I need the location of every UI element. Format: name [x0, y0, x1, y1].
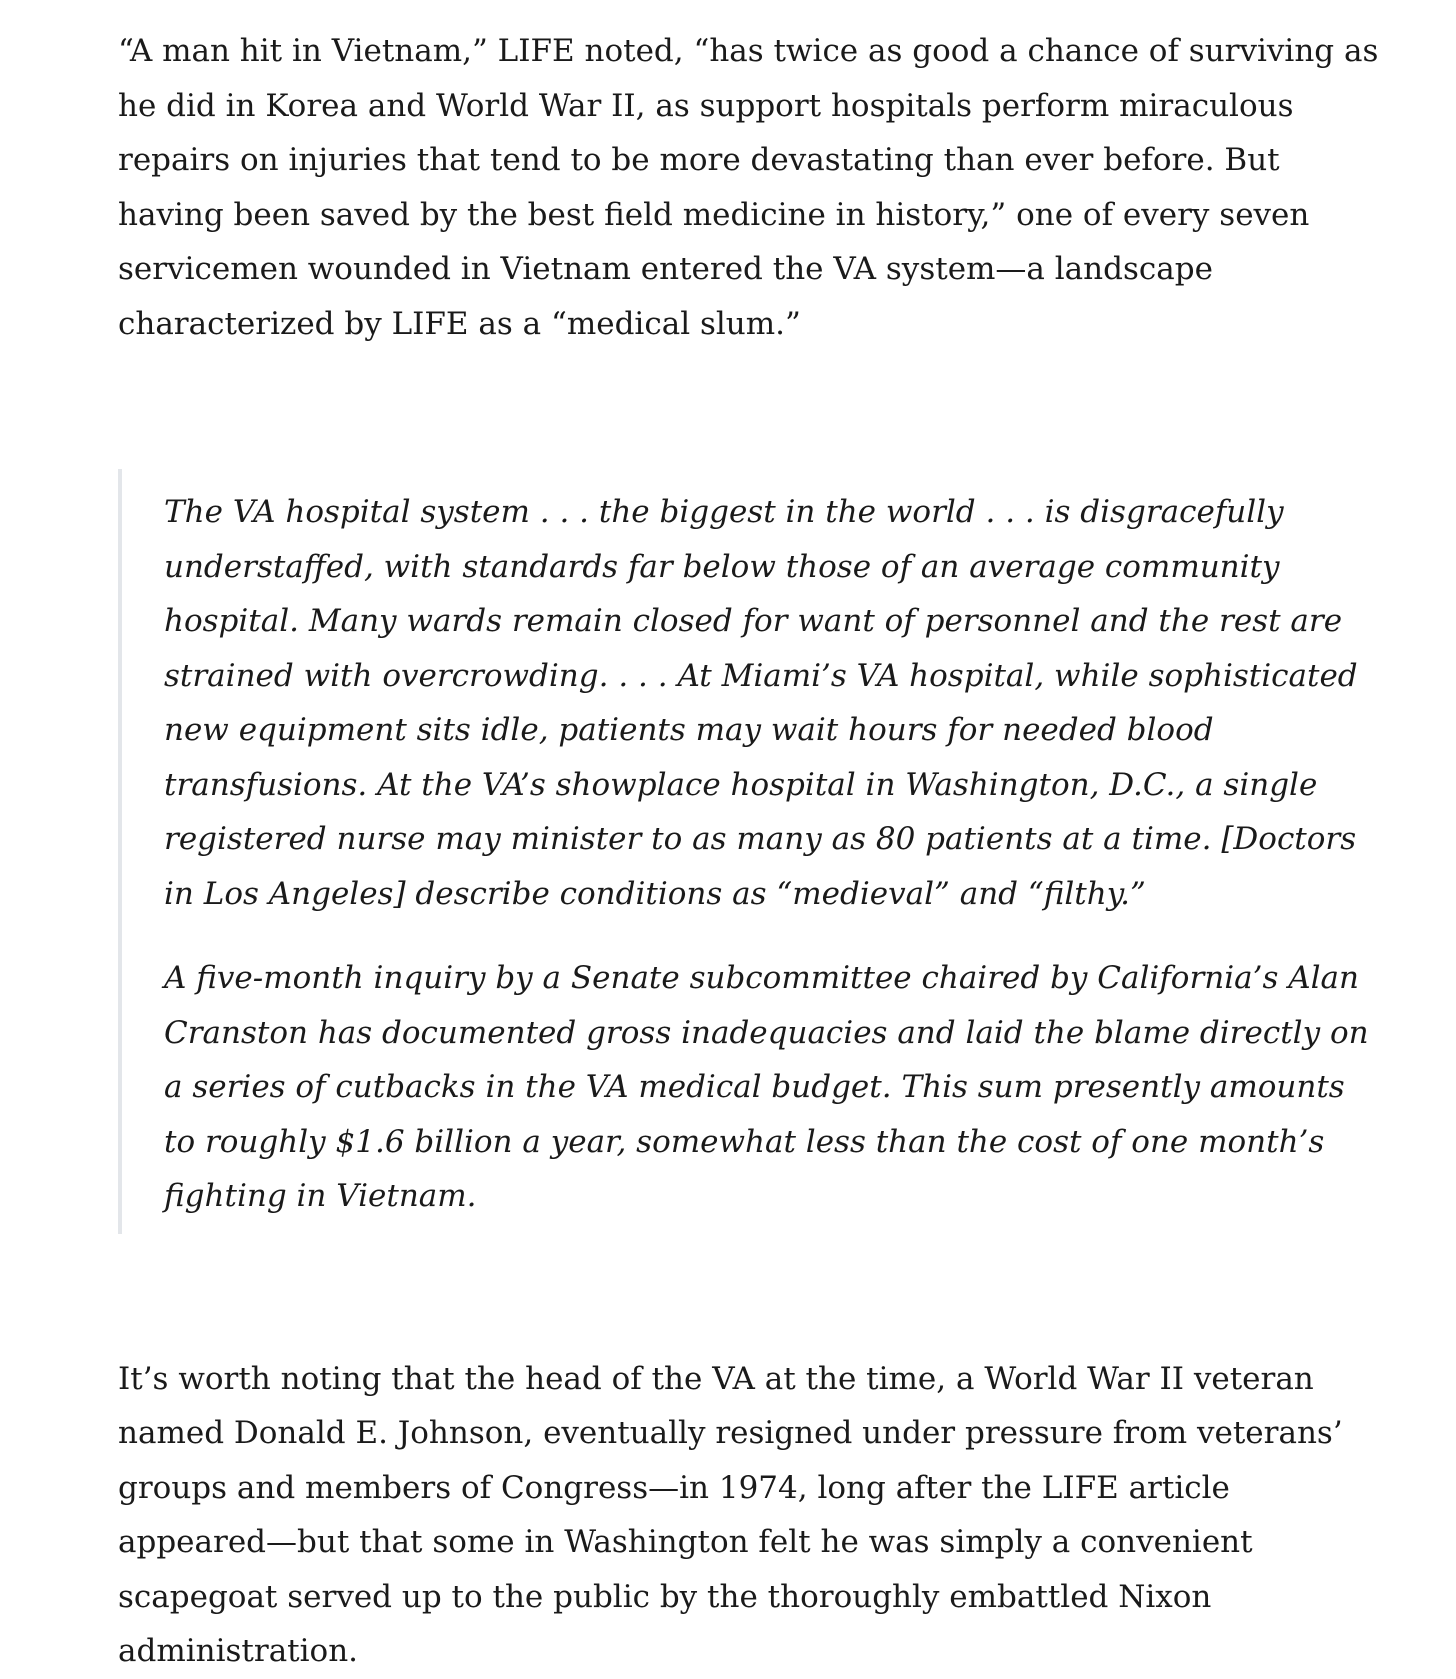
intro-paragraph: “A man hit in Vietnam,” LIFE noted, “has twice as good a chance of surviving as he did in Korea and World War II, as support hospitals perform miraculous repairs on injuries that tend to be more devastating than ever before. But having been saved by the best field medicine in history,” one of every seven servicemen wounded in Vietnam entered the VA system—a landscape characterized by LIFE as a “medical slum.”	[118, 33, 1379, 342]
life-blockquote	[118, 469, 1380, 1234]
blockquote-paragraph: The VA hospital system . . . the biggest in the world . . . is disgracefully understaffed, with standards far below those of an average community hospital. Many wards remain closed for want of personnel and the rest are strained with overcrowding. . . . At Miami’s VA hospital, while sophisticated new equipment sits idle, patients may wait hours for needed blood transfusions. At the VA’s showplace hospital in Washington, D.C., a single registered nurse may minister to as many as 80 patients at a time. [Doctors in Los Angeles] describe conditions as “medieval” and “filthy.”	[164, 494, 1358, 912]
closing-paragraph: It’s worth noting that the head of the VA at the time, a World War II veteran named Donald E. Johnson, eventually resigned under pressure from veterans’ groups and members of Congress—in 1974, long after the LIFE article appeared—but that some in Washington felt he was simply a convenient scapegoat served up to the public by the thoroughly embattled Nixon administration.	[118, 1360, 1343, 1669]
blockquote-paragraph: A five-month inquiry by a Senate subcommittee chaired by California’s Alan Cranston has documented gross inadequacies and laid the blame directly on a series of cutbacks in the VA medical budget. This sum presently amounts to roughly $1.6 billion a year, somewhat less than the cost of one month’s fighting in Vietnam.	[164, 960, 1369, 1214]
article-body	[118, 24, 1380, 1679]
